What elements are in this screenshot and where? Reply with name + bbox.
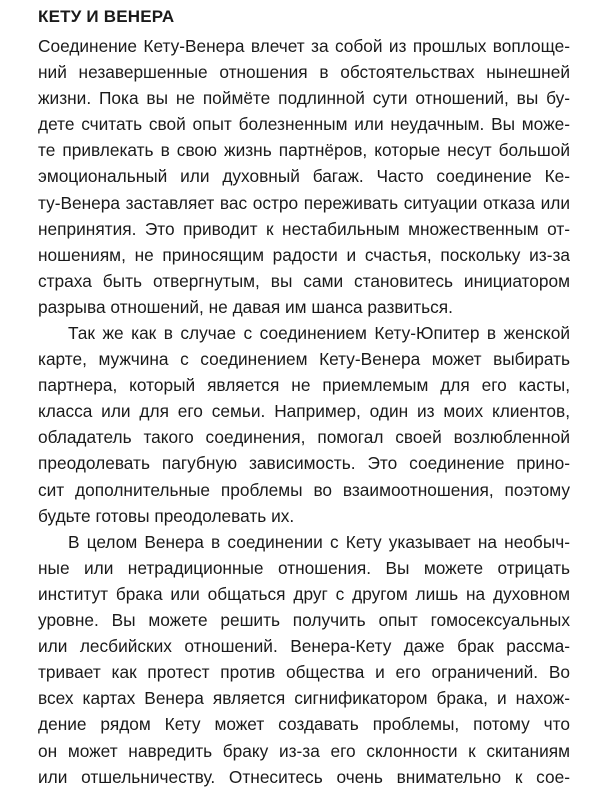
text-line: ту-Венера заставляет вас остро переживать ситуации отказа или — [38, 192, 570, 213]
text-line: страха быть отвергнутым, вы сами становитесь инициатором — [38, 270, 570, 291]
text-line: дете считать свой опыт болезненным или неудачным. Вы може- — [38, 114, 570, 135]
text-line: те привлекать в свою жизнь партнёров, которые несут большой — [38, 140, 570, 161]
text-line: обладатель такого соединения, помогал своей возлюбленной — [38, 427, 570, 448]
text-line: сит дополнительные проблемы во взаимоотношения, поэтому — [38, 479, 570, 500]
text-line: уровне. Вы можете решить получить опыт гомосексуальных — [38, 610, 570, 631]
text-line: Так же как в случае с соединением Кету-Юпитер в женской — [68, 323, 570, 344]
text-line: институт брака или общаться друг с другом лишь на духовном — [38, 583, 570, 604]
text-line: тривает как протест против общества и его ограничений. Во — [38, 662, 570, 683]
text-line: или отшельничеству. Отнеситесь очень внимательно к сое- — [38, 766, 570, 787]
text-line: В целом Венера в соединении с Кету указывает на необыч- — [68, 531, 570, 552]
text-line: он может навредить браку из-за его склонности к скитаниям — [38, 740, 570, 761]
text-line: всех картах Венера является сигнификатором брака, и нахож- — [38, 688, 570, 709]
text-line: непринятия. Это приводит к нестабильным множественным от- — [38, 218, 570, 239]
text-line: класса или для его семьи. Например, один из моих клиентов, — [38, 401, 570, 422]
text-line: дение рядом Кету может создавать проблемы, потому что — [38, 714, 570, 735]
text-line: преодолевать пагубную зависимость. Это соединение прино- — [38, 453, 570, 474]
text-line: ношениям, не приносящим радости и счастья, поскольку из-за — [38, 244, 570, 265]
text-line: или лесбийских отношений. Венера-Кету даже брак рассма- — [38, 636, 570, 657]
text-line: будьте готовы преодолевать их. — [38, 505, 295, 526]
text-line: карте, мужчина с соединением Кету-Венера может выбирать — [38, 349, 570, 370]
text-line: жизни. Пока вы не поймёте подлинной сути отношений, вы бу- — [38, 88, 570, 109]
text-line: разрыва отношений, не давая им шанса развиться. — [38, 296, 453, 317]
text-line: ные или нетрадиционные отношения. Вы можете отрицать — [38, 557, 570, 578]
section-heading: КЕТУ И ВЕНЕРА — [38, 7, 175, 26]
text-line: эмоциональный или духовный багаж. Часто соединение Ке- — [38, 166, 570, 187]
text-line: партнера, который является не приемлемым для его касты, — [38, 375, 570, 396]
text-line: ний незавершенные отношения в обстоятельствах нынешней — [38, 62, 570, 83]
text-line: Соединение Кету-Венера влечет за собой из прошлых воплоще- — [38, 36, 570, 56]
